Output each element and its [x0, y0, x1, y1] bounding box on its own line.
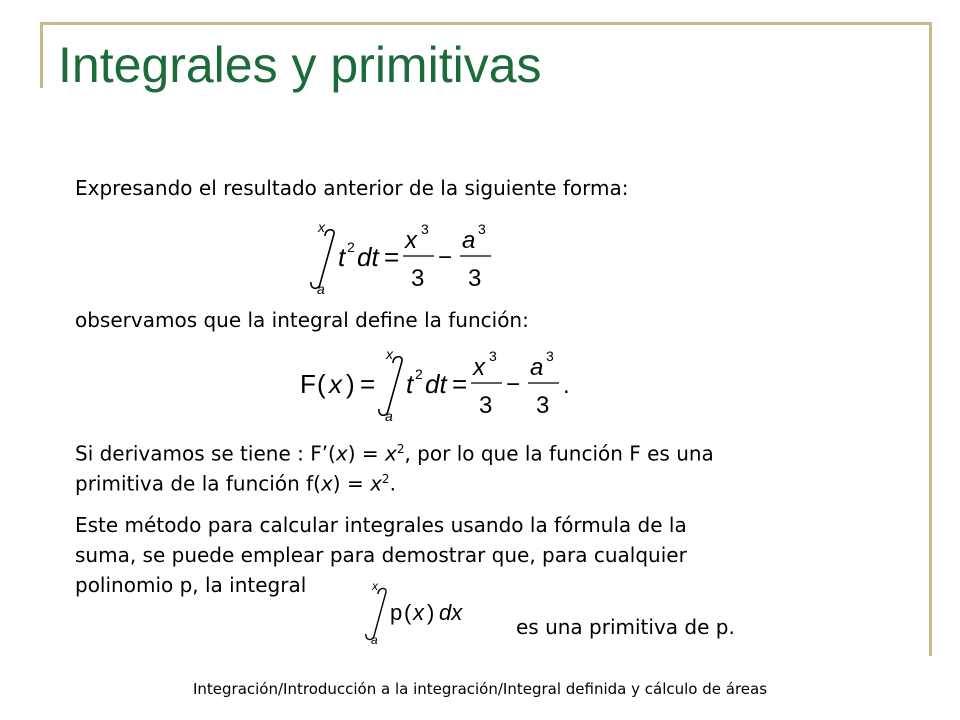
- f2-period: .: [563, 372, 570, 399]
- formula-F-definition: [298, 345, 578, 425]
- f2-lower-limit: a: [385, 408, 393, 424]
- f2-den2: 3: [536, 392, 550, 419]
- f3-upper-limit: x: [372, 579, 378, 593]
- f1-integrand-exp: 2: [347, 239, 355, 255]
- formula-integral-p: [364, 578, 494, 648]
- f3-p: p: [390, 600, 403, 625]
- frame-left-line: [40, 22, 43, 88]
- f3-var: x: [413, 600, 424, 625]
- f2-num1: x: [473, 354, 485, 381]
- f3-dx: dx: [439, 600, 463, 625]
- f3-integral-sign: [366, 588, 386, 639]
- f2-num2-exp: 3: [546, 348, 554, 364]
- frame-right-line: [929, 22, 932, 656]
- f1-num2: a: [462, 227, 476, 254]
- f2-num1-exp: 3: [489, 348, 497, 364]
- f2-minus: −: [506, 371, 521, 398]
- f2-integrand-exp: 2: [415, 366, 423, 382]
- f2-rparen: ): [346, 369, 355, 399]
- f1-integral-sign: [311, 230, 334, 289]
- f3-lower-limit: a: [371, 633, 378, 647]
- f1-integrand: t: [338, 242, 346, 272]
- f2-equals-2: =: [452, 369, 468, 399]
- f1-num1: x: [405, 227, 417, 254]
- f1-num1-exp: 3: [421, 221, 429, 237]
- f1-upper-limit: x: [318, 219, 325, 235]
- f2-equals-1: =: [360, 369, 376, 399]
- f1-dt: dt: [357, 242, 379, 272]
- f2-integrand: t: [406, 369, 414, 399]
- f2-num2: a: [530, 354, 544, 381]
- f2-lparen: (: [317, 369, 326, 399]
- slide-title: Integrales y primitivas: [58, 37, 542, 93]
- f1-den1: 3: [411, 265, 425, 292]
- f2-dt: dt: [425, 369, 447, 399]
- f3-rparen: ): [427, 600, 435, 625]
- method-line-1: Este método para calcular integrales usando la fórmula de la: [75, 513, 687, 537]
- f1-equals: =: [384, 242, 400, 272]
- method-line-3: polinomio p, la integral: [75, 573, 307, 597]
- f2-upper-limit: x: [386, 346, 393, 362]
- derivative-line-1: Si derivamos se tiene : F’(x) = $x^2$, por lo que la función F es una: [75, 441, 714, 466]
- footer-breadcrumb: Integración/Introducción a la integración/Integral definida y cálculo de áreas: [192, 680, 768, 698]
- f2-integral-sign: [379, 357, 402, 416]
- f3-lparen: (: [404, 600, 412, 625]
- conclusion-text: es una primitiva de p.: [516, 615, 735, 639]
- intro-text: Expresando el resultado anterior de la siguiente forma:: [75, 176, 629, 200]
- f1-num2-exp: 3: [478, 221, 486, 237]
- derivative-line-2: primitiva de la función $f(x) = x^2$.: [75, 471, 396, 496]
- f2-F: F: [300, 369, 316, 399]
- f1-lower-limit: a: [317, 281, 325, 297]
- formula-integral-t-squared: [308, 218, 508, 298]
- f2-var: x: [329, 369, 342, 399]
- observe-text: observamos que la integral define la función:: [75, 308, 529, 332]
- frame-top-line: [40, 22, 932, 25]
- f2-den1: 3: [479, 392, 493, 419]
- f1-den2: 3: [468, 265, 482, 292]
- f1-minus: −: [438, 244, 453, 271]
- method-line-2: suma, se puede emplear para demostrar que, para cualquier: [75, 543, 687, 567]
